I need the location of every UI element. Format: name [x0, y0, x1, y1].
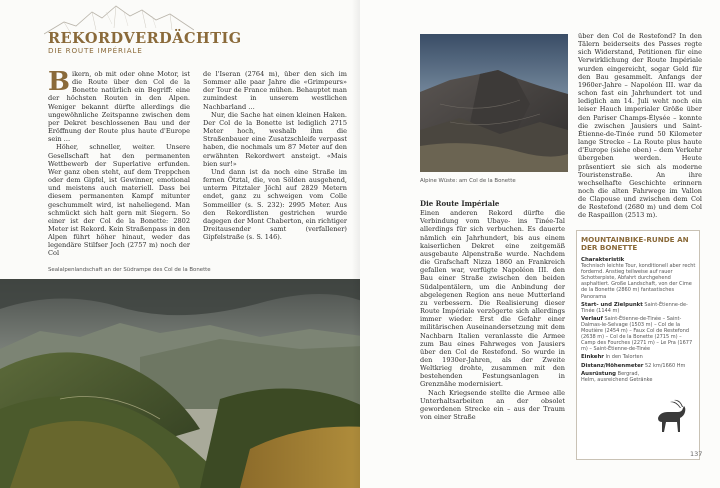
- paragraph: ikern, ob mit oder ohne Motor, ist die Route über den Col de la Bonette natürlich ein Begriff: eine der höchsten Routen in den Alpen. Weniger bekannt dürfte allerdings die ungewöhnliche Zeitspanne zwischen dem per Dekret beschlossenen Bau und der Eröffnung der Route plus haute d'Europe sein …: [48, 70, 190, 144]
- photo-caption-right: Alpine Wüste: am Col de la Bonette: [420, 178, 516, 184]
- info-label: Distanz/Höhenmeter: [581, 362, 644, 369]
- ibex-icon: [650, 398, 690, 436]
- info-label: Einkehr: [581, 354, 604, 361]
- left-column-2: [203, 70, 347, 241]
- info-text: Saint-Étienne-de-Tinée – Saint-Dalmas-le-Selvage (1503 m) – Col de la Moutière (2454 m) – Faux Col de Restefond (2638 m) – Col de la Bonette (2715 m) – Camp des Fourches (2271 m) – Le Pra (1677 m) – Saint-Étienne-de-Tinée: [581, 315, 693, 353]
- peak-photo: [420, 34, 568, 172]
- info-box-title: MOUNTAINBIKE-RUNDE AN DER BONETTE: [581, 235, 689, 253]
- paragraph: über den Col de Restefond? In den Tälern beiderseits des Passes regte sich Widerstand, Petitionen für eine Verwirklichung der Route Impériale wurden eingereicht, sogar Geld für den Bau gesammelt. Anfangs der 1960er-Jahre – Napoléon III. war da schon fast ein Jahrhundert tot und lediglich am 14. Juli weht noch ein leiser Hauch imperialer Größe über den Pariser Champs-Élysée – konnte die zwischen Jausiers und Saint-Étienne-de-Tinée rund 50 Kilometer lange Strecke – La Route plus haute d'Europe (siehe oben) – dem Verkehr übergeben werden. Heute präsentiert sie sich als moderne Touristenstraße. An ihre wechselhafte Geschichte erinnern noch die alten Fahrwege im Vallon de Clapouse und zwischen dem Col de Restefond (2680 m) und dem Col de Raspaillon (2513 m).: [578, 32, 702, 220]
- photo-caption: Sealalpenlandschaft an der Südrampe des Col de la Bonette: [48, 267, 211, 273]
- info-row: [581, 257, 697, 300]
- info-row: [581, 371, 653, 383]
- paragraph: Nach Kriegsende stellte die Armee alle Unterhaltsarbeiten an der obsolet gewordenen Strecke ein – aus der Traum von einer Straße: [420, 388, 565, 422]
- info-label: Verlauf: [581, 315, 603, 322]
- right-column-2: [578, 32, 702, 220]
- page-number: 137: [690, 450, 703, 458]
- info-row: [581, 316, 697, 353]
- valley-photo: [0, 279, 385, 488]
- subsection-heading: Die Route Impériale: [420, 199, 500, 208]
- right-column-1: [420, 200, 565, 421]
- info-row: [581, 302, 697, 314]
- paragraph: Höher, schneller, weiter. Unsere Gesellschaft hat den permanenten Wettbewerb der Superlative erfunden. Wer ganz oben steht, auf dem Treppchen oder dem Gipfel, ist Gewinner, emotional und meistens auch materiell. Dass bei diesem permanenten Kampf mitunter geschummelt wird, ist naheliegend. Man schmückt sich halt gern mit Siegern. So einer ist der Col de la Bonette: 2802 Meter ist Rekord. Kein Straßenpass in den Alpen führt höher hinaut, weder das legendäre Stilfser Joch (2757 m) noch der Col: [48, 143, 190, 258]
- info-row: [581, 354, 697, 360]
- info-label: Charakteristik: [581, 257, 625, 263]
- info-text: Bergrad, Helm, ausreichend Getränke: [581, 370, 653, 383]
- paragraph: Einen anderen Rekord dürfte die Verbindung vom Ubaye- ins Tinée-Tal allerdings für sich verbuchen. Es dauerte nämlich ein Jahrhundert, bis aus einem kaiserlichen Dekret eine zeitgemäß ausgebaute Alpenstraße wurde. Nachdem die Grafschaft Nizza 1860 an Frankreich gefallen war, verfügte Napoléon III. den Bau einer Straße zwischen den beiden Südalpentälern, um die Anbindung der abgelegenen Region ans neue Mutterland zu verbessern. Die Realisierung dieser Route Impériale verzögerte sich allerdings immer wieder. Erst die Gefahr einer militärischen Auseinandersetzung mit dem Nachbarn Italien veranlasste die Armee zum Bau eines Fahrweges von Jausiers über den Col de Restefond. So wurde in den 1930er-Jahren, als der Zweite Weltkrieg drohte, zusammen mit den bestehenden Festungsanlagen in Grenznähe modernisiert.: [420, 209, 565, 389]
- info-text: Saint-Étienne-de-Tinée (1144 m): [581, 301, 688, 314]
- left-column-1: [48, 67, 190, 258]
- section-heading: REKORDVERDÄCHTIG: [48, 30, 242, 47]
- paragraph: de l'Iseran (2764 m), über den sich im Sommer alle paar Jahre die «Grimpeurs» der Tour de France mühen. Behauptet man zumindest in unserem westlichen Nachbarland …: [203, 70, 347, 111]
- info-text: In den Talorten: [605, 354, 643, 361]
- info-text: 52 km/1660 Hm: [645, 362, 686, 369]
- paragraph: Nur, die Sache hat einen kleinen Haken. Der Col de la Bonette ist lediglich 2715 Meter hoch, weshalb ihm die Straßenbauer eine Zusatzschleife verpasst haben, die nochmals um 87 Meter auf den erwähnten Rekordwert ansteigt. «Mais bien sur!»: [203, 110, 347, 168]
- section-subheading: DIE ROUTE IMPÉRIALE: [48, 46, 143, 55]
- info-label: Start- und Zielpunkt: [581, 301, 643, 308]
- info-text: Technisch leichte Tour, konditionell aber recht fordernd. Anstieg teilweise auf rauer Schotterpiste, Abfahrt durchgehend asphaltiert. Große Landschaft, von der Cime de la Bonette (2860 m) fantastisches Panorama: [581, 263, 696, 300]
- info-row: [581, 363, 697, 369]
- paragraph: Und dann ist da noch eine Straße im fernen Ötztal, die, von Sölden ausgehend, unterm Pitztaler Jöchl auf 2829 Metern endet, ganz zu schweigen vom Colle Sommeiller (s. S. 232): 2995 Meter. Aus den Rekordlisten gestrichen wurde dagegen der Mont Chaberton, ein richtiger Dreitausender samt (verfallener) Gipfelstraße (s. S. 146).: [203, 167, 347, 242]
- info-label: Ausrüstung: [581, 370, 617, 377]
- info-box-body: [581, 257, 697, 385]
- drop-cap: B: [48, 67, 70, 97]
